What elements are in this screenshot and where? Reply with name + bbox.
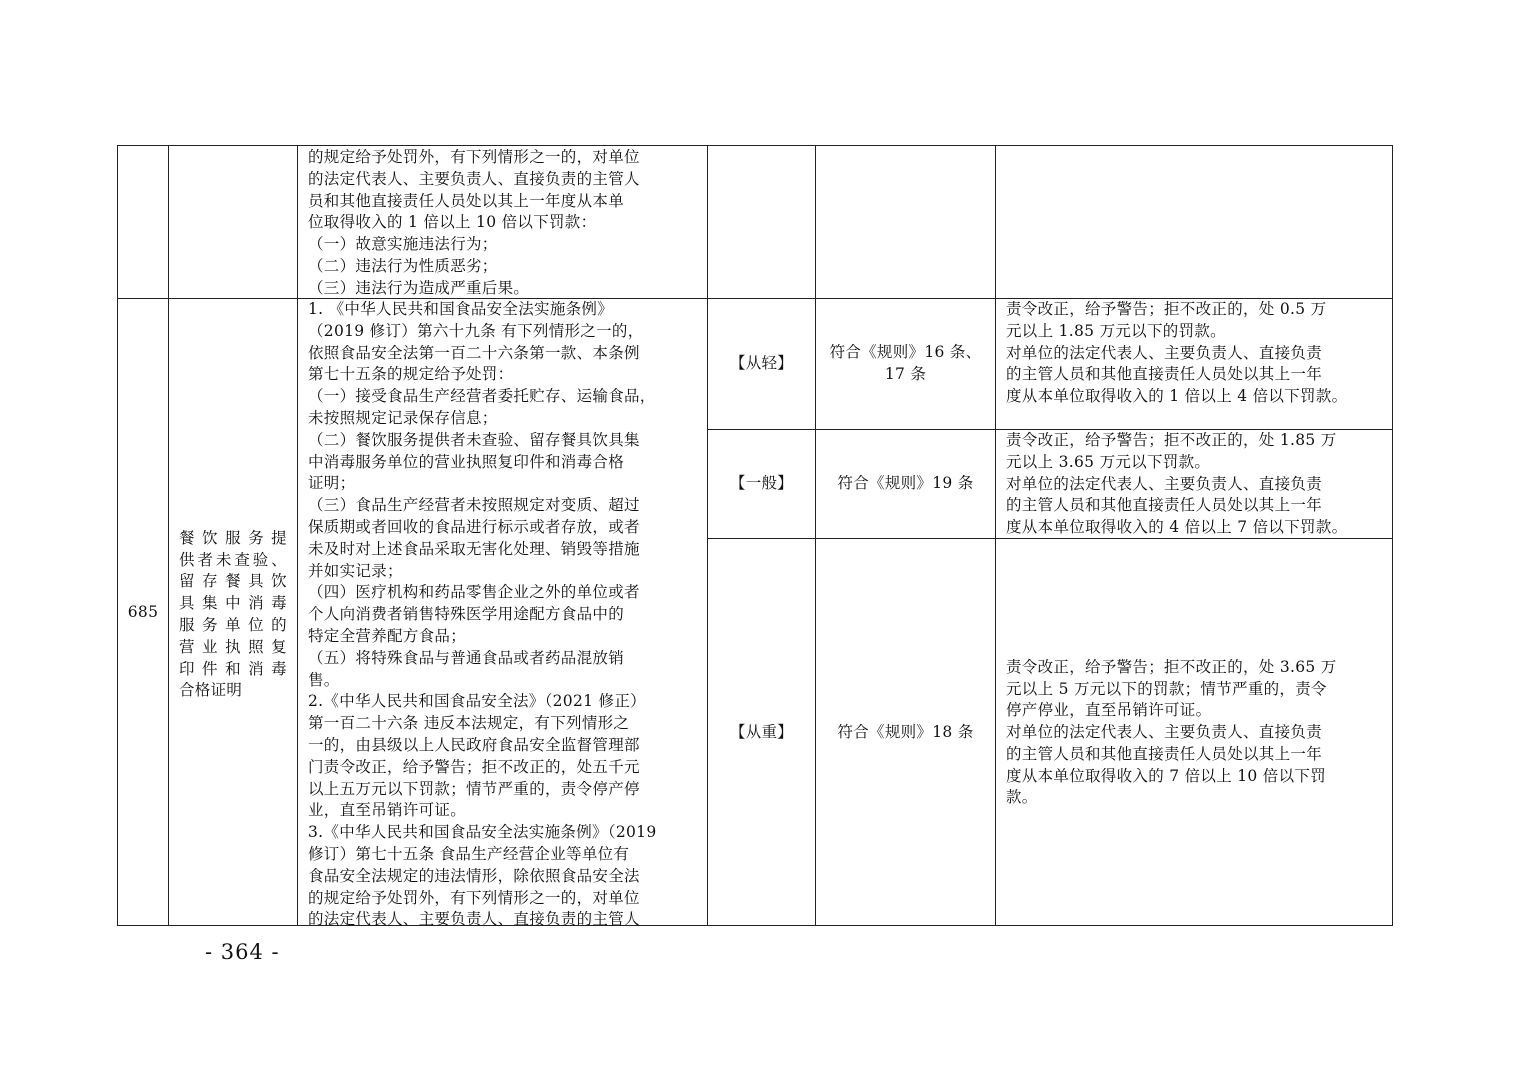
penalty-line: 停产停业，直至吊销许可证。 [1006,701,1212,720]
penalty-line: 元以上 1.85 万元以下的罚款。 [1006,321,1226,340]
legal-basis-line: （2019 修订）第六十九条 有下列情形之一的， [308,321,644,340]
legal-basis-line: 位取得收入的 1 倍以上 10 倍以下罚款： [308,213,597,232]
penalty-line: 元以上 3.65 万元以下罚款。 [1006,452,1211,471]
violation-line: 具集中消毒 [179,594,287,613]
legal-basis-line: 第一百二十六条 违反本法规定，有下列情形之 [308,714,630,733]
legal-basis-line: 门责令改正，给予警告；拒不改正的，处五千元 [308,757,640,776]
penalty-line: 对单位的法定代表人、主要负责人、直接负责 [1006,474,1323,493]
violation-line: 营业执照复 [179,637,287,656]
penalty-line: 元以上 5 万元以下的罚款；情节严重的，责令 [1006,679,1327,698]
condition-cell-general [816,430,995,538]
condition-text [837,473,973,495]
legal-basis-line: 的规定给予处罚外，有下列情形之一的，对单位 [308,148,640,166]
violation-line: 印件和消毒 [179,659,287,678]
legal-basis-line: 并如实记录； [308,561,403,580]
level-cell-severe [708,539,815,927]
legal-basis-line: （二）违法行为性质恶劣； [308,256,498,275]
level-label-general: 【一般】 [729,474,794,493]
legal-basis-line: 依照食品安全法第一百二十六条第一款、本条例 [308,343,640,362]
penalty-line: 度从本单位取得收入的 1 倍以上 4 倍以下罚款。 [1006,387,1348,406]
continued-legal-basis-cell [308,147,708,298]
penalty-text [1006,657,1392,810]
condition-line: 符合《规则》19 条 [837,474,974,493]
penalty-text [1006,430,1392,538]
legal-basis-line: 中消毒服务单位的营业执照复印件和消毒合格 [308,452,625,471]
legal-basis-line: 一的，由县级以上人民政府食品安全监督管理部 [308,735,640,754]
legal-basis-line: 的规定给予处罚外，有下列情形之一的，对单位 [308,888,640,907]
legal-basis-line: （三）食品生产经营者未按照规定对变质、超过 [308,496,640,515]
legal-basis-line: （一）故意实施违法行为； [308,235,498,254]
violation-line: 供者未查验、 [179,550,287,569]
legal-basis-line: 员和其他直接责任人员处以其上一年度从本单 [308,191,625,210]
row-number-cell [118,299,168,927]
penalty-line: 责令改正，给予警告；拒不改正的，处 1.85 万 [1006,431,1337,449]
violation-description [179,528,287,702]
violation-line: 合格证明 [179,681,243,700]
legal-basis-line: 业，直至吊销许可证。 [308,801,467,820]
legal-basis-line: 修订）第七十五条 食品生产经营企业等单位有 [308,844,630,863]
penalty-line: 责令改正，给予警告；拒不改正的，处 0.5 万 [1006,300,1327,318]
condition-line: 符合《规则》16 条、 [829,343,982,362]
legal-basis-line: 的法定代表人、主要负责人、直接负责的主管人 [308,169,640,188]
penalty-line: 对单位的法定代表人、主要负责人、直接负责 [1006,343,1323,362]
penalty-line: 的主管人员和其他直接责任人员处以其上一年 [1006,744,1323,763]
condition-text [830,342,982,386]
legal-basis-line: 的法定代表人、主要负责人、直接负责的主管人 [308,910,640,927]
legal-basis-line: 售。 [308,670,340,689]
legal-basis-line: 2.《中华人民共和国食品安全法》（2021 修正） [308,692,646,711]
violation-line: 服务单位的 [179,616,287,634]
violation-line: 留存餐具饮 [179,572,287,591]
legal-basis-line: 1. 《中华人民共和国食品安全法实施条例》 [308,300,614,318]
legal-basis-text [308,147,708,298]
legal-basis-line: 个人向消费者销售特殊医学用途配方食品中的 [308,605,625,624]
column-divider [995,146,996,925]
legal-basis-line: （五）将特殊食品与普通食品或者药品混放销 [308,648,625,667]
penalty-line: 款。 [1006,788,1038,807]
legal-basis-line: （三）违法行为造成严重后果。 [308,278,530,297]
penalty-line: 的主管人员和其他直接责任人员处以其上一年 [1006,365,1323,384]
legal-basis-cell [308,299,708,927]
penalty-text [1006,299,1392,408]
level-label-lenient: 【从轻】 [729,354,794,373]
column-divider [297,146,298,925]
penalty-line: 的主管人员和其他直接责任人员处以其上一年 [1006,496,1323,515]
level-cell-general [708,430,815,538]
legal-basis-line: 以上五万元以下罚款；情节严重的，责令停产停 [308,779,640,798]
legal-basis-text [308,299,708,927]
legal-basis-line: 3.《中华人民共和国食品安全法实施条例》（2019 [308,823,657,842]
legal-basis-line: 未按照规定记录保存信息； [308,408,498,427]
legal-basis-line: 保质期或者回收的食品进行标示或者存放，或者 [308,517,640,536]
penalty-line: 度从本单位取得收入的 4 倍以上 7 倍以下罚款。 [1006,518,1348,537]
level-cell-lenient [708,299,815,429]
legal-basis-line: （二）餐饮服务提供者未查验、留存餐具饮具集 [308,430,640,449]
level-label-severe: 【从重】 [729,723,794,742]
condition-text [837,722,973,744]
condition-cell-lenient [816,299,995,429]
legal-basis-line: 未及时对上述食品采取无害化处理、销毁等措施 [308,539,640,558]
legal-basis-line: 证明； [308,474,356,493]
penalty-line: 度从本单位取得收入的 7 倍以上 10 倍以下罚 [1006,766,1326,785]
condition-line: 17 条 [884,365,927,383]
violation-line: 餐饮服务提 [179,528,287,547]
penalty-cell-general [1006,430,1392,538]
legal-basis-line: 特定全营养配方食品； [308,626,467,645]
legal-basis-line: 食品安全法规定的违法情形，除依照食品安全法 [308,866,640,885]
penalty-cell-lenient [1006,299,1392,429]
row-number: 685 [127,603,159,622]
penalty-cell-severe [1006,539,1392,927]
legal-basis-line: （一）接受食品生产经营者委托贮存、运输食品， [308,387,656,406]
penalty-line: 责令改正，给予警告；拒不改正的，处 3.65 万 [1006,657,1337,676]
legal-basis-line: （四）医疗机构和药品零售企业之外的单位或者 [308,583,640,602]
condition-line: 符合《规则》18 条 [837,723,974,742]
penalty-standards-table [117,145,1393,926]
legal-basis-line: 第七十五条的规定给予处罚： [308,365,514,384]
page-number: - 364 - [205,940,280,964]
penalty-line: 对单位的法定代表人、主要负责人、直接负责 [1006,723,1323,742]
condition-cell-severe [816,539,995,927]
violation-cell [169,299,297,927]
